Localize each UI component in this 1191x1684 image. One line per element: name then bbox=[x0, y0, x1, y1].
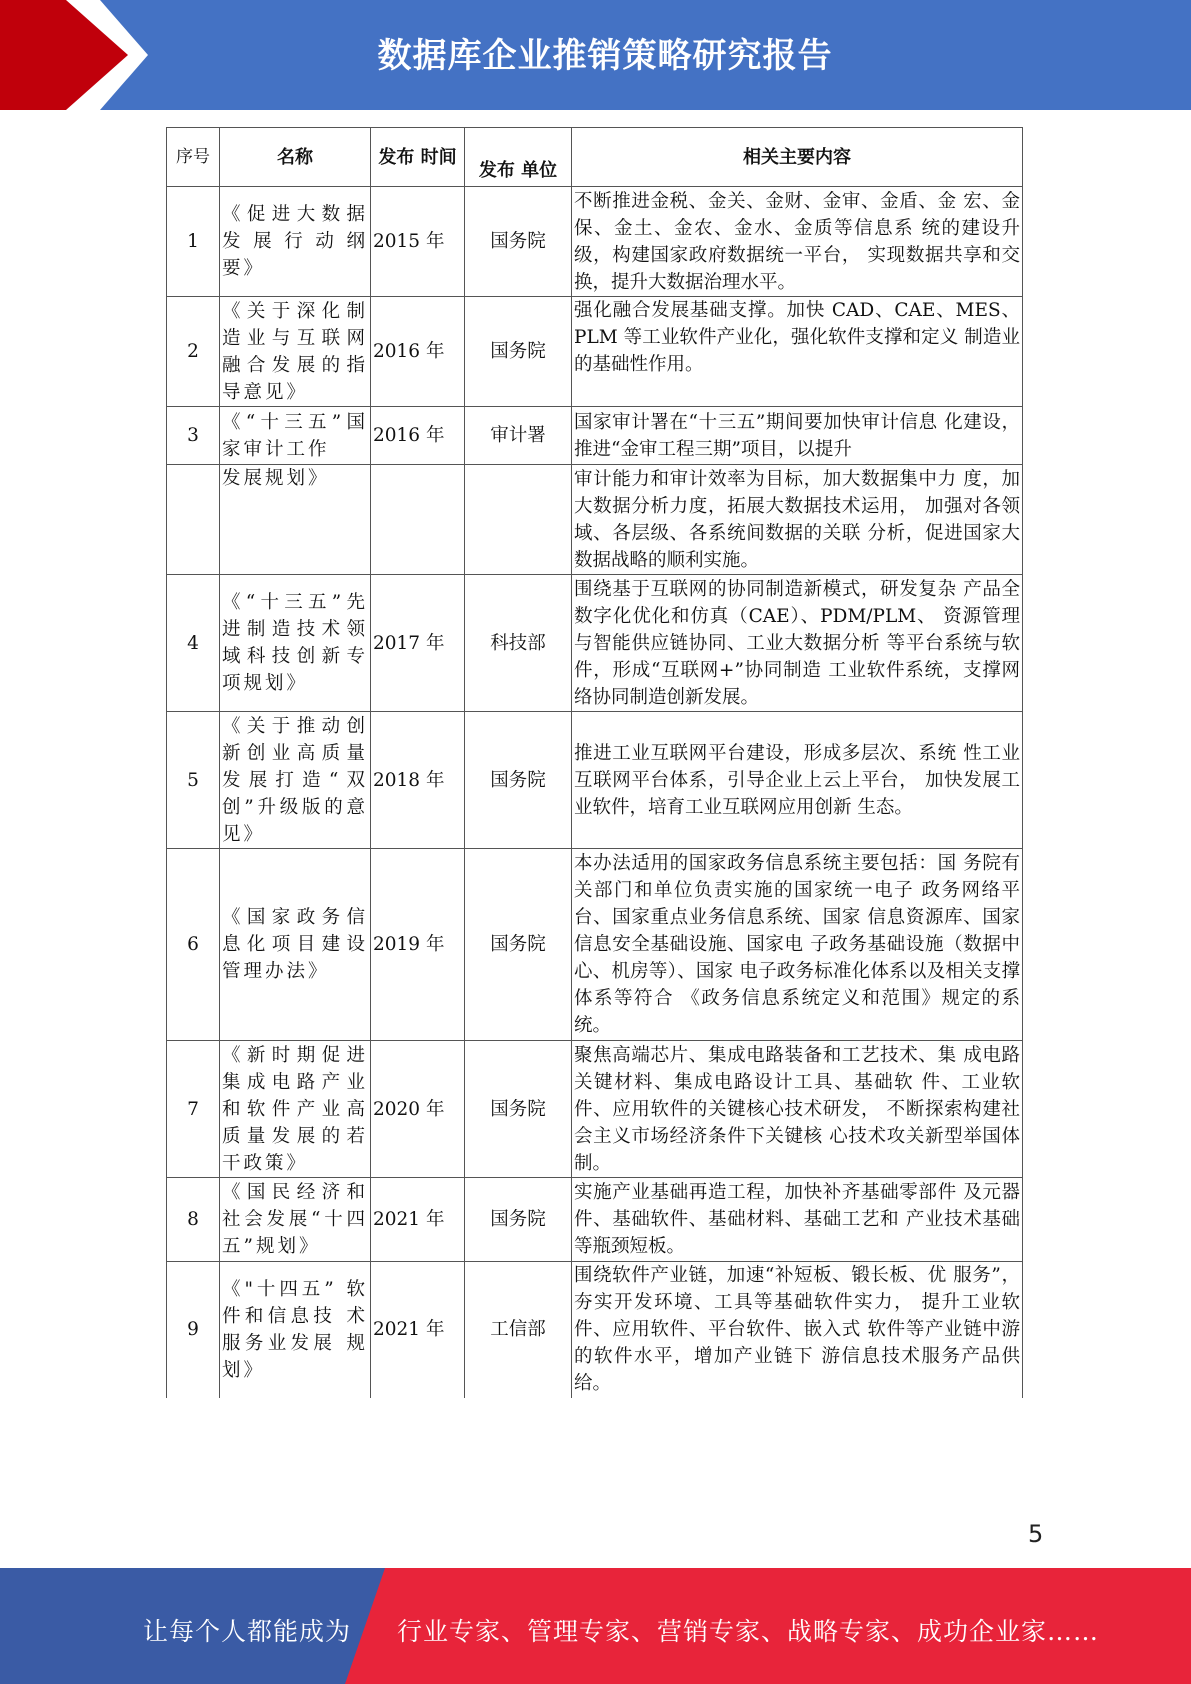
cell-no: 7 bbox=[167, 1041, 220, 1178]
cell-no: 6 bbox=[167, 849, 220, 1041]
cell-date bbox=[371, 465, 465, 575]
cell-date: 2020 年 bbox=[371, 1041, 465, 1178]
cell-no: 2 bbox=[167, 297, 220, 407]
footer-slogan-left: 让每个人都能成为 bbox=[143, 1617, 352, 1646]
cell-no: 9 bbox=[167, 1262, 220, 1398]
cell-name: 《“十三五”先进制造技术领域科技创新专项规划》 bbox=[220, 575, 371, 712]
cell-no: 8 bbox=[167, 1178, 220, 1262]
cell-unit: 工信部 bbox=[465, 1262, 572, 1398]
cell-date: 2017 年 bbox=[371, 575, 465, 712]
table-row bbox=[167, 407, 1023, 465]
table-row bbox=[167, 575, 1023, 712]
header-unit: 发布 单位 bbox=[465, 128, 572, 187]
cell-name: 《“十三五”国家审计工作 bbox=[220, 407, 371, 465]
cell-name: 《国民经济和社会发展“十四五”规划》 bbox=[220, 1178, 371, 1262]
cell-content: 实施产业基础再造工程，加快补齐基础零部件 及元器件、基础软件、基础材料、基础工艺和 产业技术基础等瓶颈短板。 bbox=[572, 1178, 1023, 1262]
table-row bbox=[167, 465, 1023, 575]
cell-unit: 科技部 bbox=[465, 575, 572, 712]
table-row bbox=[167, 297, 1023, 407]
table-row bbox=[167, 187, 1023, 297]
cell-content: 聚焦高端芯片、集成电路装备和工艺技术、集 成电路关键材料、集成电路设计工具、基础软 件、工业软件、应用软件的关键核心技术研发， 不断探索构建社会主义市场经济条件下关键核 心技术攻关新型举国体制。 bbox=[572, 1041, 1023, 1178]
cell-name: 《促进大数据发展行动纲 要》 bbox=[220, 187, 371, 297]
cell-date: 2021 年 bbox=[371, 1262, 465, 1398]
cell-content: 审计能力和审计效率为目标，加大数据集中力 度，加大数据分析力度，拓展大数据技术运用， 加强对各领域、各层级、各系统间数据的关联 分析，促进国家大数据战略的顺利实施。 bbox=[572, 465, 1023, 575]
table-row bbox=[167, 1178, 1023, 1262]
cell-content: 不断推进金税、金关、金财、金审、金盾、金 宏、金保、金土、金农、金水、金质等信息系 统的建设升级，构建国家政府数据统一平台， 实现数据共享和交换，提升大数据治理水平。 bbox=[572, 187, 1023, 297]
cell-date: 2016 年 bbox=[371, 297, 465, 407]
cell-name: 《国家政务信息化项目建设管理办法》 bbox=[220, 849, 371, 1041]
cell-no: 3 bbox=[167, 407, 220, 465]
header-no: 序号 bbox=[167, 128, 220, 187]
cell-content: 国家审计署在“十三五”期间要加快审计信息 化建设，推进“金审工程三期”项目，以提升 bbox=[572, 407, 1023, 465]
cell-content: 围绕软件产业链，加速“补短板、锻长板、优 服务”，夯实开发环境、工具等基础软件实力， 提升工业软件、应用软件、平台软件、嵌入式 软件等产业链中游的软件水平，增加产业链下 游信息技术服务产品供给。 bbox=[572, 1262, 1023, 1398]
table-header-row bbox=[167, 128, 1023, 187]
cell-unit: 国务院 bbox=[465, 1041, 572, 1178]
header-date: 发布 时间 bbox=[371, 128, 465, 187]
cell-name: 《新时期促进集成电路产业和软件产业高质量发展的若干政策》 bbox=[220, 1041, 371, 1178]
cell-no: 1 bbox=[167, 187, 220, 297]
cell-no: 5 bbox=[167, 712, 220, 849]
cell-date: 2019 年 bbox=[371, 849, 465, 1041]
header-content: 相关主要内容 bbox=[572, 128, 1023, 187]
table-row bbox=[167, 1262, 1023, 1398]
cell-date: 2021 年 bbox=[371, 1178, 465, 1262]
cell-content: 强化融合发展基础支撑。加快 CAD、CAE、MES、PLM 等工业软件产业化，强化软件支撑和定义 制造业的基础性作用。 bbox=[572, 297, 1023, 407]
cell-unit: 国务院 bbox=[465, 712, 572, 849]
cell-name: 《"十四五” 软件和信息技 术服务业发展 规划》 bbox=[220, 1262, 371, 1398]
cell-unit: 国务院 bbox=[465, 187, 572, 297]
cell-date: 2015 年 bbox=[371, 187, 465, 297]
page-title: 数据库企业推销策略研究报告 bbox=[377, 36, 833, 76]
cell-content: 本办法适用的国家政务信息系统主要包括：国 务院有关部门和单位负责实施的国家统一电子 政务网络平台、国家重点业务信息系统、国家 信息资源库、国家信息安全基础设施、国家电 子政务基础设施（数据中心、机房等）、国家 电子政务标准化体系以及相关支撑体系等符合 《政务信息系统定义和范围》规定的系统。 bbox=[572, 849, 1023, 1041]
cell-content: 围绕基于互联网的协同制造新模式，研发复杂 产品全数字化优化和仿真（CAE）、PDM/PLM、 资源管理与智能供应链协同、工业大数据分析 等平台系统与软件，形成“互联网+”协同制造 工业软件系统，支撑网络协同制造创新发展。 bbox=[572, 575, 1023, 712]
cell-no bbox=[167, 465, 220, 575]
cell-content: 推进工业互联网平台建设，形成多层次、系统 性工业互联网平台体系，引导企业上云上平台， 加快发展工业软件，培育工业互联网应用创新 生态。 bbox=[572, 712, 1023, 849]
cell-date: 2018 年 bbox=[371, 712, 465, 849]
table-row bbox=[167, 849, 1023, 1041]
cell-name: 《关于深化制造业与互联网融合发展的指导意见》 bbox=[220, 297, 371, 407]
page-number: 5 bbox=[1028, 1520, 1044, 1548]
cell-unit: 审计署 bbox=[465, 407, 572, 465]
cell-unit: 国务院 bbox=[465, 849, 572, 1041]
table-row bbox=[167, 712, 1023, 849]
footer-slogan-right: 行业专家、管理专家、营销专家、战略专家、成功企业家…… bbox=[397, 1617, 1100, 1646]
table-row bbox=[167, 1041, 1023, 1178]
cell-date: 2016 年 bbox=[371, 407, 465, 465]
page-header bbox=[0, 0, 1191, 110]
policy-table bbox=[166, 127, 1023, 1398]
cell-unit bbox=[465, 465, 572, 575]
cell-unit: 国务院 bbox=[465, 1178, 572, 1262]
cell-unit: 国务院 bbox=[465, 297, 572, 407]
header-name: 名称 bbox=[220, 128, 371, 187]
cell-name: 发展规划》 bbox=[220, 465, 371, 575]
cell-no: 4 bbox=[167, 575, 220, 712]
cell-name: 《关于推动创新创业高质量发展打造“双创”升级版的意见》 bbox=[220, 712, 371, 849]
